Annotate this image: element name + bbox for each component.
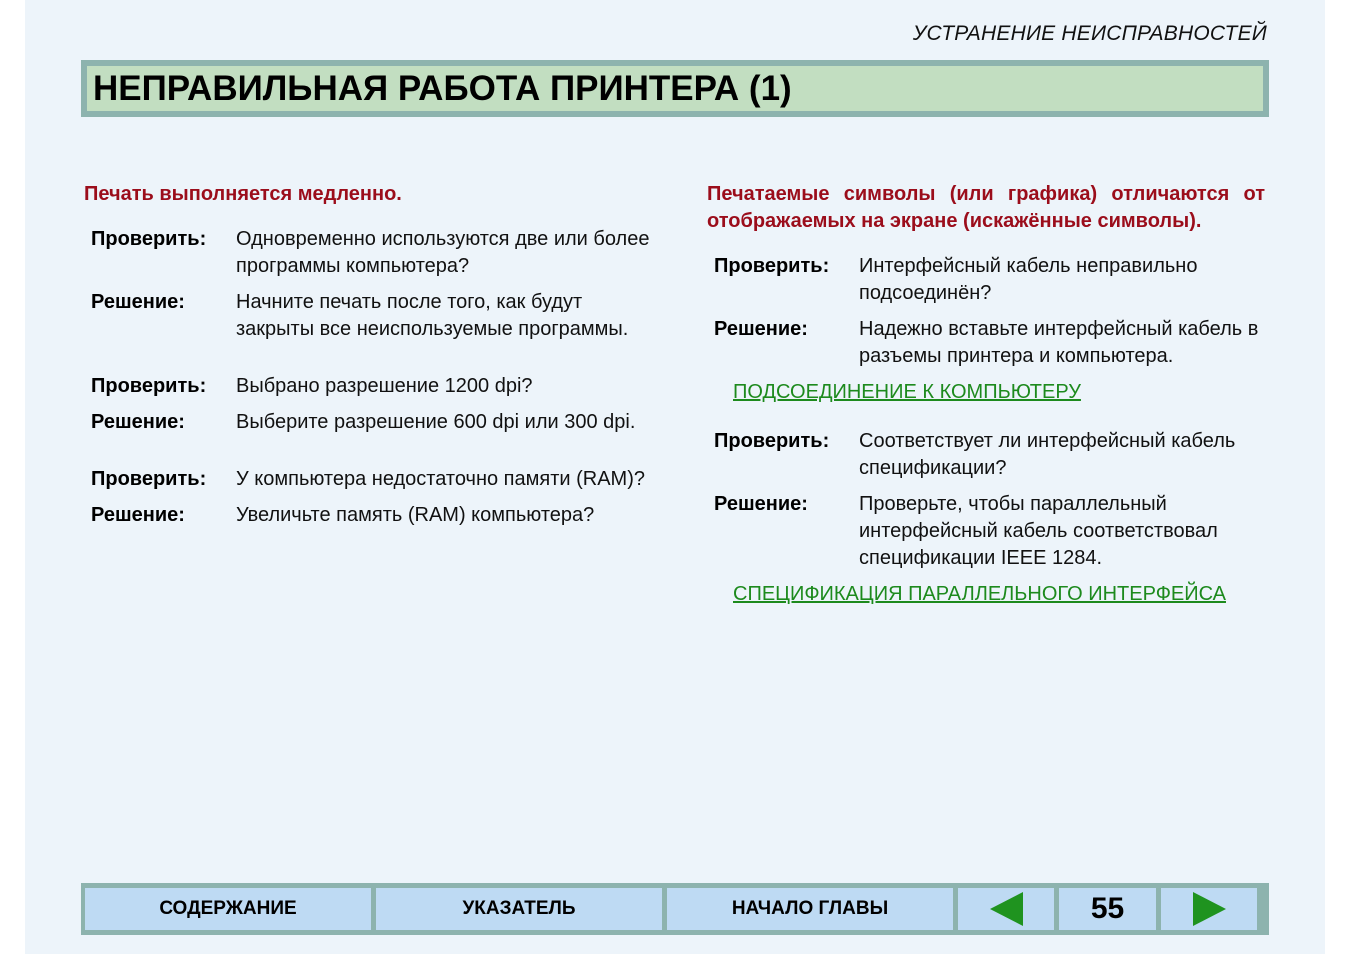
right-column: [707, 181, 1265, 608]
solution-label: Решение:: [714, 318, 808, 340]
title-bar: [81, 60, 1269, 117]
solution-label: Решение:: [91, 411, 185, 433]
arrow-right-icon: [1193, 892, 1226, 926]
previous-page-button[interactable]: [958, 888, 1054, 930]
solution-text: Увеличьте память (RAM) компьютера?: [236, 504, 595, 526]
solution-row: [91, 502, 654, 529]
left-problem-heading: Печать выполняется медленно.: [84, 183, 402, 205]
parallel-interface-spec-link[interactable]: СПЕЦИФИКАЦИЯ ПАРАЛЛЕЛЬНОГО ИНТЕРФЕЙСА: [733, 583, 1226, 605]
check-label: Проверить:: [91, 375, 207, 397]
solution-label: Решение:: [91, 291, 185, 313]
section-label: УСТРАНЕНИЕ НЕИСПРАВНОСТЕЙ: [912, 22, 1267, 45]
chapter-start-button[interactable]: НАЧАЛО ГЛАВЫ: [667, 888, 953, 930]
solution-text: Надежно вставьте интерфейсный кабель в разъемы принтера и компьютера.: [859, 318, 1259, 367]
arrow-left-icon: [990, 892, 1023, 926]
check-row: [714, 253, 1265, 307]
page-title: НЕПРАВИЛЬНАЯ РАБОТА ПРИНТЕРА (1): [87, 66, 1263, 111]
check-label: Проверить:: [714, 430, 830, 452]
solution-row: [91, 409, 654, 436]
check-label: Проверить:: [91, 468, 207, 490]
check-text: Одновременно используются две или более программы компьютера?: [236, 228, 650, 277]
right-problem-heading: Печатаемые символы (или графика) отличаются от отображаемых на экране (искажённые символы).: [707, 183, 1265, 232]
check-label: Проверить:: [714, 255, 830, 277]
page-number: 55: [1059, 888, 1156, 930]
contents-button[interactable]: СОДЕРЖАНИЕ: [85, 888, 371, 930]
next-page-button[interactable]: [1161, 888, 1257, 930]
check-row: [91, 466, 654, 493]
solution-label: Решение:: [714, 493, 808, 515]
solution-row: [714, 316, 1265, 370]
solution-text: Выберите разрешение 600 dpi или 300 dpi.: [236, 411, 636, 433]
solution-row: [91, 289, 654, 343]
check-row: [91, 373, 654, 400]
solution-label: Решение:: [91, 504, 185, 526]
connect-to-computer-link[interactable]: ПОДСОЕДИНЕНИЕ К КОМПЬЮТЕРУ: [733, 381, 1081, 403]
index-button[interactable]: УКАЗАТЕЛЬ: [376, 888, 662, 930]
check-row: [714, 428, 1265, 482]
bottom-navigation: [81, 883, 1269, 935]
check-text: У компьютера недостаточно памяти (RAM)?: [236, 468, 645, 490]
manual-page: [25, 0, 1325, 954]
solution-text: Начните печать после того, как будут закрыты все неиспользуемые программы.: [236, 291, 629, 340]
check-text: Выбрано разрешение 1200 dpi?: [236, 375, 533, 397]
left-column: [84, 181, 654, 529]
check-text: Интерфейсный кабель неправильно подсоединён?: [859, 255, 1198, 304]
check-row: [91, 226, 654, 280]
check-text: Соответствует ли интерфейсный кабель спецификации?: [859, 430, 1236, 479]
check-label: Проверить:: [91, 228, 207, 250]
solution-row: [714, 491, 1265, 572]
solution-text: Проверьте, чтобы параллельный интерфейсный кабель соответствовал спецификации IEEE 1284.: [859, 493, 1218, 569]
